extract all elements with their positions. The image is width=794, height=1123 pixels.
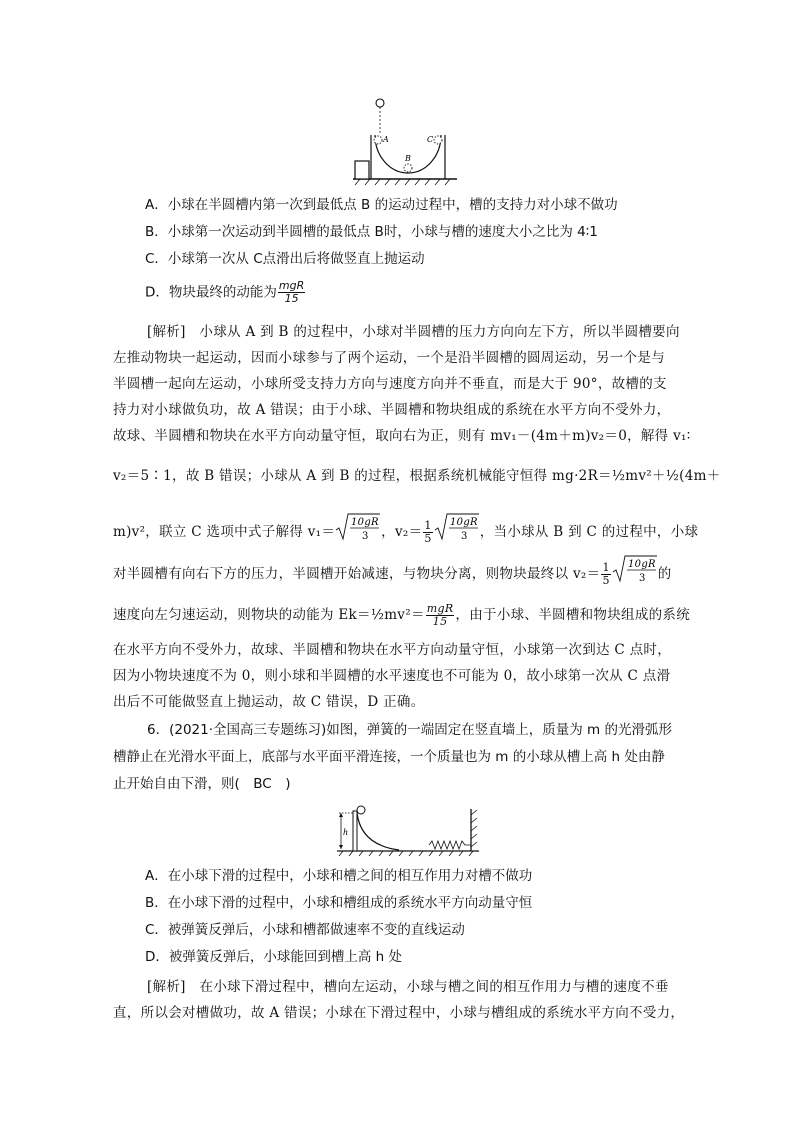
q6-option-d: D．被弹簧反弹后，小球能回到槽上高 h 处 (145, 949, 403, 965)
q5-analysis-line-9: 速度向左匀速运动，则物块的动能为 Ek＝½mv²＝ $\frac{\text{mgR}}{15}$ ，由于小球、半圆槽和物块组成的系统 (113, 602, 691, 628)
svg-text:10gR: 10gR (351, 517, 380, 528)
svg-text:10gR: 10gR (449, 517, 478, 528)
q6-option-a: A．在小球下滑的过程中，小球和槽之间的相互作用力对槽不做功 (145, 868, 533, 884)
q5-analysis-line-2: 左推动物块一起运动，因而小球参与了两个运动，一个是沿半圆槽的圆周运动，另一个是与 (113, 350, 665, 366)
label-a: A (383, 135, 389, 144)
q5-option-d: D．物块最终的动能为 $\frac{\text{mgR}}{15}$ (145, 279, 305, 305)
q5-analysis-line-10: 在水平方向不受外力，故球、半圆槽和物块在水平方向动量守恒，小球第一次到达 C 点时， (113, 642, 672, 658)
figure-arc-groove-spring (333, 805, 483, 857)
q5-analysis-line-8: 对半圆槽有向右下方的压力，半圆槽开始减速，与物块分离，则物块最终以 v₂＝ $\frac{1}{5}$ 10gR 3 的 (113, 554, 653, 595)
q6-stem-line-1: 6．(2021·全国高三专题练习)如图，弹簧的一端固定在竖直墙上，质量为 m 的光滑弧形 (147, 722, 673, 738)
q6-option-c: C．被弹簧反弹后，小球和槽都做速率不变的直线运动 (145, 922, 465, 938)
q5-analysis-line-5: 故球、半圆槽和物块在水平方向动量守恒，取向右为正，则有 mv₁－(4m＋m)v₂＝0，解得 v₁∶ (113, 428, 691, 444)
q6-analysis-line-1: [解析] 在小球下滑过程中，槽向左运动，小球与槽之间的相互作用力与槽的速度不垂 (147, 979, 669, 995)
fraction-mgr-15: $\frac{\text{mgR}}{15}$ (278, 279, 305, 305)
fraction-1-5: $\frac{1}{5}$ (424, 519, 432, 545)
svg-text:3: 3 (362, 531, 369, 542)
q5-analysis-line-12: 出后不可能做竖直上抛运动，故 C 错误，D 正确。 (113, 694, 425, 710)
q5-option-b: B．小球第一次运动到半圆槽的最低点 B时，小球与槽的速度大小之比为 4∶1 (145, 224, 598, 240)
q5-analysis-line-6: v₂＝5∶1，故 B 错误；小球从 A 到 B 的过程，根据系统机械能守恒得 mg·2R＝½mv²＋½(4m＋ (113, 468, 721, 484)
sqrt-10gr-3 (335, 512, 381, 553)
q5-analysis-line-1: [解析] 小球从 A 到 B 的过程中，小球对半圆槽的压力方向向左下方，所以半圆槽要向 (147, 324, 680, 340)
label-c: C (427, 135, 434, 144)
figure-semicircle-groove (345, 95, 465, 187)
label-h: h (343, 828, 349, 837)
q5-analysis-line-11: 因为小物块速度不为 0，则小球和半圆槽的水平速度也不可能为 0，故小球第一次从 C 点滑 (113, 668, 671, 684)
fraction-ek: $\frac{\text{mgR}}{15}$ (426, 602, 454, 628)
q5-analysis-line-4: 持力对小球做负功，故 A 错误；由于小球、半圆槽和物块组成的系统在水平方向不受外力， (113, 402, 671, 418)
q6-stem-line-2: 槽静止在光滑水平面上，底部与水平面平滑连接，一个质量也为 m 的小球从槽上高 h 处由静 (113, 749, 665, 765)
q5-option-a: A．小球在半圆槽内第一次到最低点 B 的运动过程中，槽的支持力对小球不做功 (145, 197, 618, 213)
svg-text:3: 3 (638, 573, 646, 584)
sqrt-10gr-3-c (612, 554, 658, 595)
svg-text:10gR: 10gR (627, 559, 656, 570)
q6-analysis-line-2: 直，所以会对槽做功，故 A 错误；小球在下滑过程中，小球与槽组成的系统水平方向不受力， (113, 1005, 685, 1021)
q5-analysis-line-7: m)v²，联立 C 选项中式子解得 v₁＝ 10gR 3 ，v₂＝ $\frac{1}{5}$ 10gR 3 ，当小球从 B 到 C 的过程中，小球 (113, 512, 653, 553)
fraction-1-5-b: $\frac{1}{5}$ (602, 561, 610, 587)
label-b: B (405, 154, 411, 163)
svg-text:3: 3 (460, 531, 468, 542)
q5-option-c: C．小球第一次从 C点滑出后将做竖直上抛运动 (145, 251, 425, 267)
q5-analysis-line-3: 半圆槽一起向左运动，小球所受支持力方向与速度方向并不垂直，而是大于 90°，故槽的支 (113, 376, 667, 392)
q6-stem-line-3: 止开始自由下滑，则( BC ) (113, 776, 291, 792)
q6-option-b: B．在小球下滑的过程中，小球和槽组成的系统水平方向动量守恒 (145, 895, 533, 911)
q6-answer: BC (253, 776, 272, 792)
sqrt-10gr-3-b (434, 512, 480, 553)
